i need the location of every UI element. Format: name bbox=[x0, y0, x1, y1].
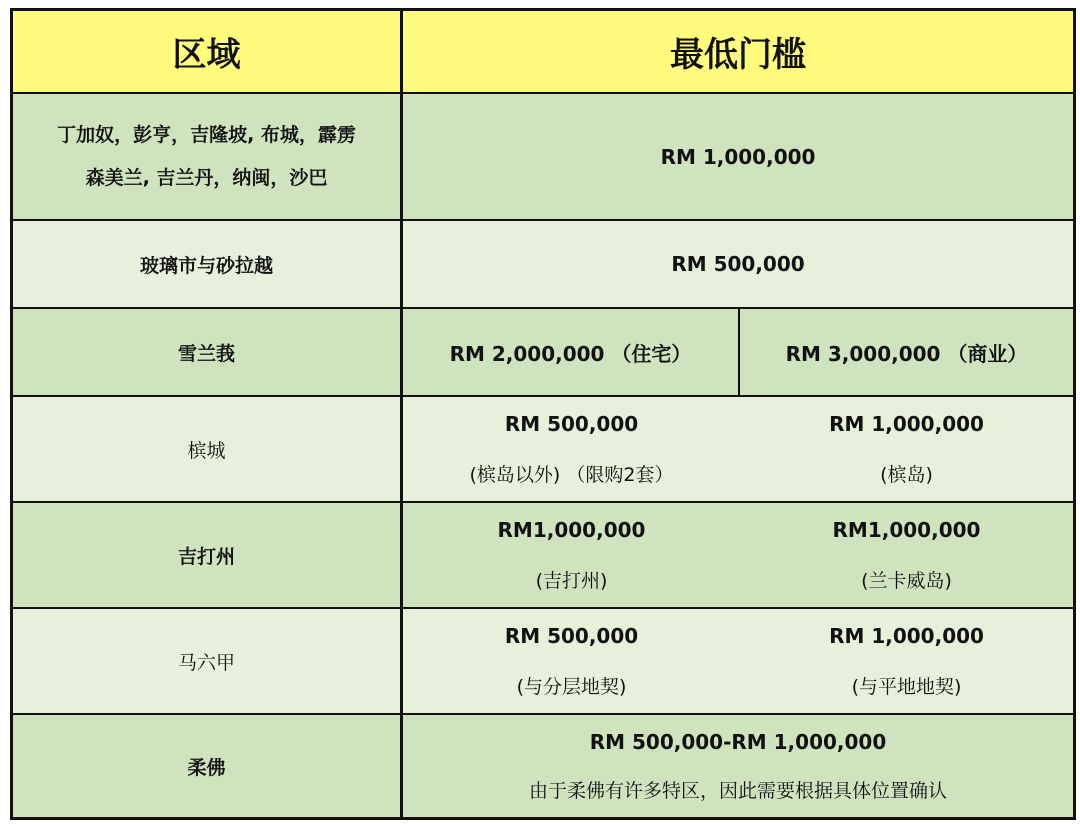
threshold-cell-right bbox=[740, 609, 1073, 713]
region-label: 吉打州 bbox=[177, 545, 235, 568]
region-cell bbox=[13, 609, 403, 713]
threshold-value: RM 2,000,000 （住宅） bbox=[449, 341, 692, 366]
threshold-table bbox=[10, 8, 1076, 820]
region-label: 森美兰, 吉兰丹，纳闽，沙巴 bbox=[85, 166, 328, 189]
threshold-cell-left bbox=[403, 609, 740, 713]
region-cell bbox=[13, 715, 403, 817]
threshold-value: RM 500,000 bbox=[504, 411, 639, 436]
threshold-note: (吉打州) bbox=[535, 569, 608, 592]
header-threshold-label: 最低门槛 bbox=[670, 35, 806, 75]
region-label: 丁加奴，彭亨，吉隆坡, 布城，霹雳 bbox=[57, 123, 356, 146]
threshold-value: RM 500,000-RM 1,000,000 bbox=[589, 729, 887, 754]
region-label: 马六甲 bbox=[177, 651, 235, 674]
region-label: 雪兰莪 bbox=[177, 342, 235, 365]
table-row bbox=[13, 94, 1073, 221]
threshold-value: RM 500,000 bbox=[671, 252, 805, 276]
header-cell-threshold bbox=[403, 11, 1073, 92]
threshold-value: RM1,000,000 bbox=[832, 517, 981, 542]
region-cell bbox=[13, 309, 403, 395]
table-row bbox=[13, 221, 1073, 309]
threshold-cell-commercial bbox=[740, 309, 1073, 395]
threshold-value: RM 3,000,000 （商业） bbox=[785, 341, 1028, 366]
threshold-note: (与分层地契) bbox=[516, 675, 627, 698]
threshold-note: 由于柔佛有许多特区，因此需要根据具体位置确认 bbox=[528, 779, 947, 802]
region-cell bbox=[13, 503, 403, 607]
table-row bbox=[13, 609, 1073, 715]
table-row bbox=[13, 397, 1073, 503]
region-label: 槟城 bbox=[187, 439, 226, 462]
threshold-cell-right bbox=[740, 503, 1073, 607]
region-label: 玻璃市与砂拉越 bbox=[139, 254, 273, 277]
threshold-value: RM 1,000,000 bbox=[829, 623, 984, 648]
threshold-cell-left bbox=[403, 503, 740, 607]
table-row bbox=[13, 715, 1073, 817]
threshold-cell bbox=[403, 94, 1073, 219]
threshold-note: (兰卡威岛) bbox=[861, 569, 952, 592]
table-header-row bbox=[13, 11, 1073, 94]
threshold-note: (与平地地契) bbox=[851, 675, 962, 698]
threshold-value: RM 1,000,000 bbox=[829, 411, 984, 436]
threshold-cell bbox=[403, 221, 1073, 307]
threshold-value: RM 1,000,000 bbox=[660, 144, 816, 169]
region-cell bbox=[13, 94, 403, 219]
threshold-cell-left bbox=[403, 397, 740, 501]
threshold-note: (槟岛以外) （限购2套） bbox=[469, 463, 674, 486]
table-row bbox=[13, 309, 1073, 397]
header-region-label: 区域 bbox=[172, 35, 241, 75]
threshold-value: RM1,000,000 bbox=[497, 517, 646, 542]
threshold-cell-residential bbox=[403, 309, 740, 395]
threshold-value: RM 500,000 bbox=[504, 623, 639, 648]
threshold-note: (槟岛) bbox=[880, 463, 933, 486]
header-cell-region bbox=[13, 11, 403, 92]
threshold-cell-right bbox=[740, 397, 1073, 501]
region-cell bbox=[13, 397, 403, 501]
region-cell bbox=[13, 221, 403, 307]
table-row bbox=[13, 503, 1073, 609]
region-label: 柔佛 bbox=[187, 756, 226, 779]
threshold-cell bbox=[403, 715, 1073, 817]
